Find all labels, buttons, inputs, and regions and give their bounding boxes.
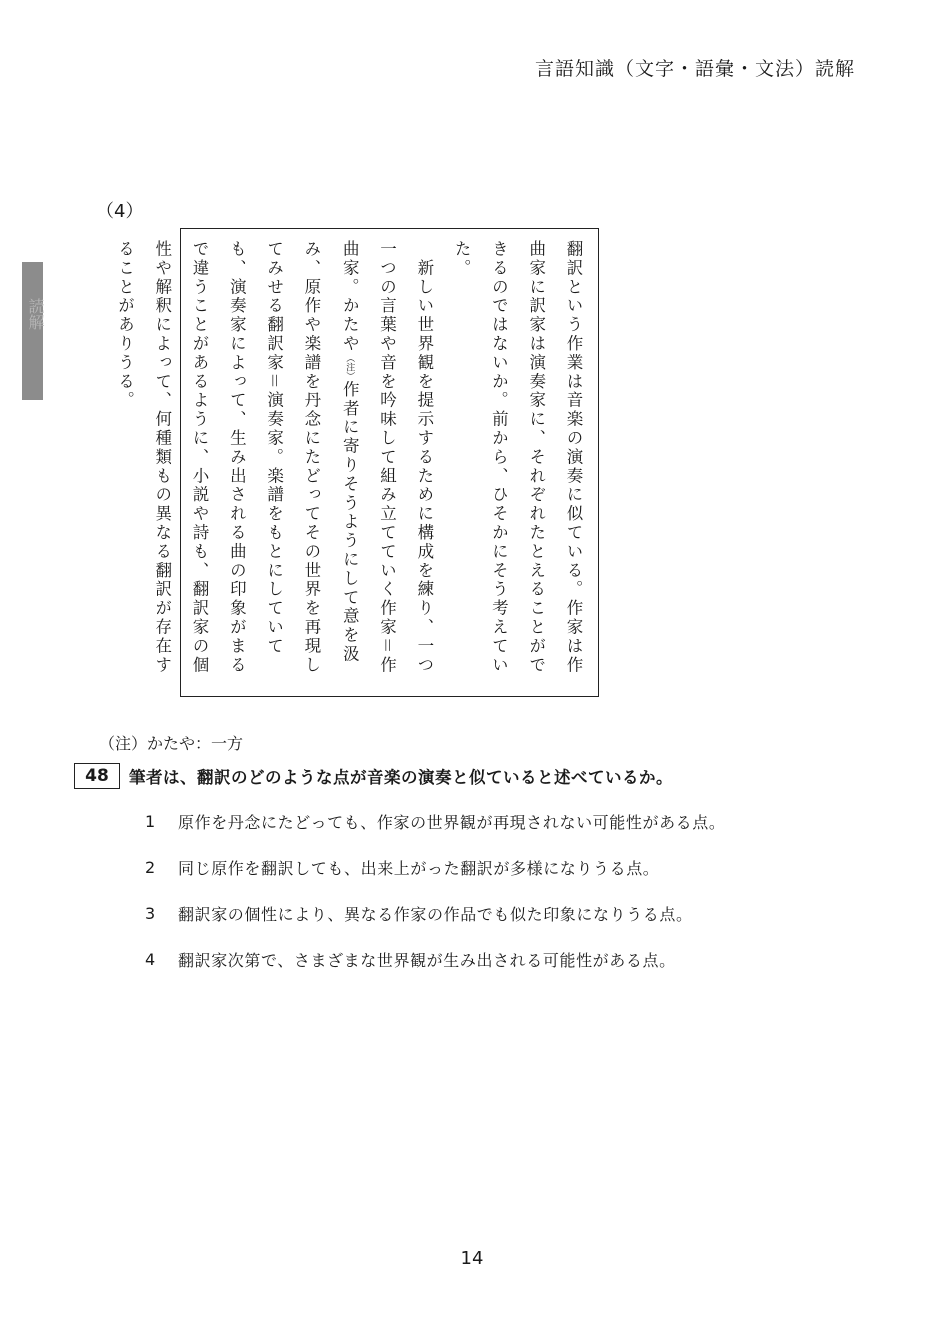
passage-box (115, 228, 599, 697)
option-number: 4 (145, 950, 156, 969)
option-text: 翻訳家次第で、さまざまな世界観が生み出される可能性がある点。 (178, 951, 676, 970)
option-number: 3 (145, 904, 156, 923)
option-number: 1 (145, 812, 156, 831)
option-text: 翻訳家の個性により、異なる作家の作品でも似た印象になりうる点。 (178, 905, 693, 924)
question-group-number: （4） (96, 201, 144, 222)
passage-paragraph-2-part-a: 新しい世界観を提示するために構成を練り、一つ一つの言葉や音を吟味して組み立てていく作家＝作曲家。かたや (340, 240, 434, 675)
question-text: 筆者は、翻訳のどのような点が音楽の演奏と似ていると述べているか。 (129, 768, 673, 787)
answer-option-2[interactable] (145, 856, 725, 879)
passage-paragraph-2 (106, 240, 443, 690)
page-header-title: 言語知識（文字・語彙・文法）読解 (534, 58, 855, 80)
passage-paragraph-2-part-b: 作者に寄りそうようにして意を汲み、原作や楽譜を丹念にたどってその世界を再現してみせる翻訳家＝演奏家。楽譜をもとにしていても、演奏家によって、生み出される曲の印象がまるで違うことがあるように、小説や詩も、翻訳家の個性や解釈によって、何種類もの異なる翻訳が存在することがありうる。 (115, 240, 360, 675)
side-tab-label: 読解 (26, 298, 45, 330)
passage-text (106, 240, 592, 690)
answer-options (145, 810, 725, 994)
option-number: 2 (145, 858, 156, 877)
option-text: 同じ原作を翻訳しても、出来上がった翻訳が多様になりうる点。 (178, 859, 660, 878)
question-48 (74, 762, 673, 790)
note-marker: （注） (344, 353, 355, 381)
answer-option-1[interactable] (145, 810, 725, 833)
footnote: （注）かたや：一方 (99, 734, 244, 753)
page-number: 14 (460, 1248, 484, 1269)
option-text: 原作を丹念にたどっても、作家の世界観が再現されない可能性がある点。 (178, 813, 726, 832)
answer-option-4[interactable] (145, 948, 725, 971)
passage-paragraph-1: 翻訳という作業は音楽の演奏に似ている。作家は作曲家に訳家は演奏家に、それぞれたとえることができるのではないか。前から、ひそかにそう考えていた。 (452, 240, 583, 675)
question-number-box: 48 (74, 763, 120, 789)
section-side-tab (22, 262, 43, 400)
answer-option-3[interactable] (145, 902, 725, 925)
